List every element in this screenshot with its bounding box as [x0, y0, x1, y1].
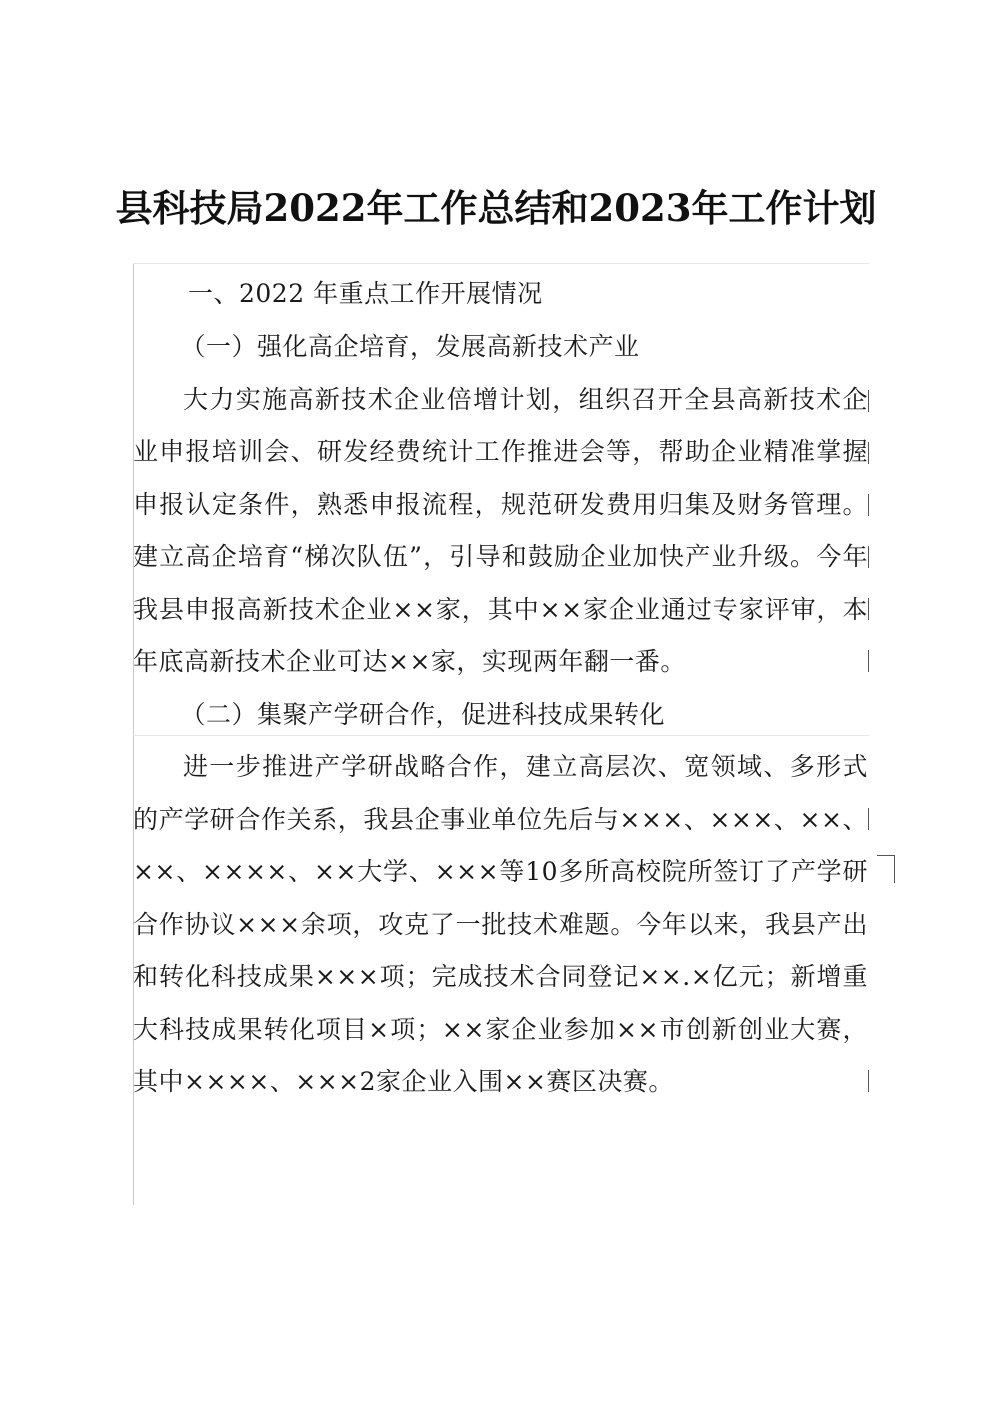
margin-change-bar	[868, 546, 869, 568]
margin-change-bar	[868, 808, 869, 830]
section-heading: 一、2022 年重点工作开展情况	[188, 279, 543, 308]
margin-change-bar	[868, 390, 869, 412]
document-title: 县科技局2022年工作总结和2023年工作计划	[115, 186, 877, 230]
margin-change-bar	[868, 650, 869, 672]
body-paragraph: 进一步推进产学研战略合作，建立高层次、宽领域、多形式的产学研合作关系，我县企事业单位先后与×××、×××、××、××、××××、××大学、×××等10多所高校院所签订了产学研合作协议×××余项，攻克了一批技术难题。今年以来，我县产出和转化科技成果×××项；完成技术合同登记××.×亿元；新增重大科技成果转化项目×项；××家企业参加××市创新创业大赛，其中××××、×××2家企业入围××赛区决赛。	[133, 752, 868, 1096]
subsection-heading: （一）强化高企培育，发展高新技术产业	[180, 332, 640, 361]
margin-change-bar	[868, 1070, 869, 1092]
text-boundary-corner-mark	[877, 855, 895, 883]
margin-change-bar	[868, 494, 869, 516]
document-body	[133, 263, 868, 1109]
margin-change-bar	[868, 598, 869, 620]
subsection-heading: （二）集聚产学研合作，促进科技成果转化	[180, 699, 666, 729]
margin-change-bar	[868, 442, 869, 464]
body-paragraph: 大力实施高新技术企业倍增计划，组织召开全县高新技术企业申报培训会、研发经费统计工作推进会等，帮助企业精准掌握申报认定条件，熟悉申报流程，规范研发费用归集及财务管理。建立高企培育“梯次队伍”，引导和鼓励企业加快产业升级。今年我县申报高新技术企业××家，其中××家企业通过专家评审，本年底高新技术企业可达××家，实现两年翻一番。	[133, 384, 868, 676]
